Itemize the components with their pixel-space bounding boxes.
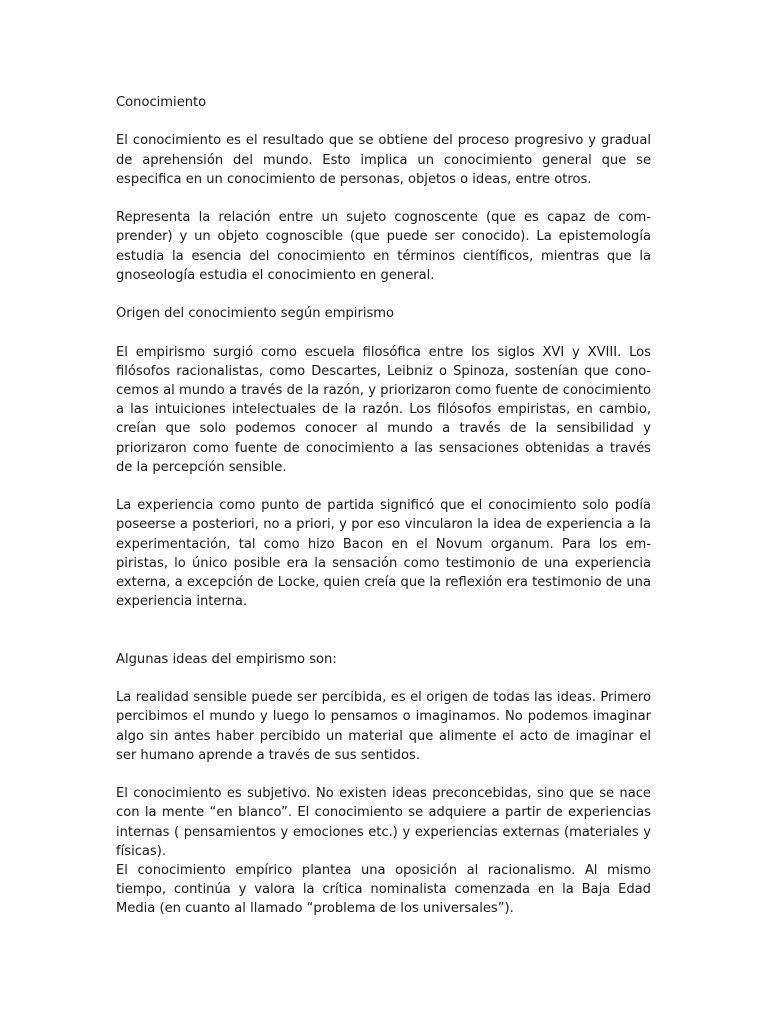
paragraph-opposition: El conocimiento empírico plantea una oposición al racionalismo. Al mismo tiempo, continúa y valora la crítica nominalista comenzada en la Baja Edad Media (en cuanto al llamado “problema de los universales”). [116,863,651,917]
paragraph-sensible-reality: La realidad sensible puede ser percibida, es el origen de todas las ideas. Primero percibimos el mundo y luego lo pensamos o imaginamos. No podemos imaginar algo sin antes haber percibido un material que alimente el acto de imaginar el ser humano aprende a través de sus sentidos. [116,690,651,763]
document-page [116,93,651,919]
paragraph-definition: El conocimiento es el resultado que se obtiene del proceso progresivo y gradual de aprehensión del mundo. Esto implica un conocimiento general que se especifica en un conocimiento de personas, objetos o ideas, entre otros. [116,133,651,187]
paragraph-relation: Representa la relación entre un sujeto cognoscente (que es capaz de comprender) y un objeto cognoscible (que puede ser conocido). La epistemología estudia la esencia del conocimiento en términos científicos, mientras que la gnoseología estudia el conocimiento en general. [116,210,651,283]
section-heading-ideas: Algunas ideas del empirismo son: [116,651,337,667]
paragraph-experience: La experiencia como punto de partida significó que el conocimiento solo podía poseerse a posteriori, no a priori, y por eso vincularon la idea de experiencia a la experimentación, tal como hizo Bacon en el Novum organum. Para los empiristas, lo único posible era la sensación como testimonio de una experiencia externa, a excepción de Locke, quien creía que la reflexión era testimonio de una experiencia interna. [116,498,651,610]
paragraph-subjective: El conocimiento es subjetivo. No existen ideas preconcebidas, sino que se nace con la mente “en blanco”. El conocimiento se adquiere a partir de experiencias internas ( pensamientos y emociones etc.) y experiencias externas (materiales y físicas). [116,786,651,859]
document-title: Conocimiento [116,95,207,110]
paragraph-empiricism: El empirismo surgió como escuela filosófica entre los siglos XVI y XVIII. Los filósofos racionalistas, como Descartes, Leibniz o Spinoza, sostenían que conocemos al mundo a través de la razón, y priorizaron como fuente de conocimiento a las intuiciones intelectuales de la razón. Los filósofos empiristas, en cambio, creían que solo podemos conocer al mundo a través de la sensibilidad y priorizaron como fuente de conocimiento a las sensaciones obtenidas a través de la percepción sensible. [116,344,651,475]
section-heading-origin: Origen del conocimiento según empirismo [116,306,395,322]
